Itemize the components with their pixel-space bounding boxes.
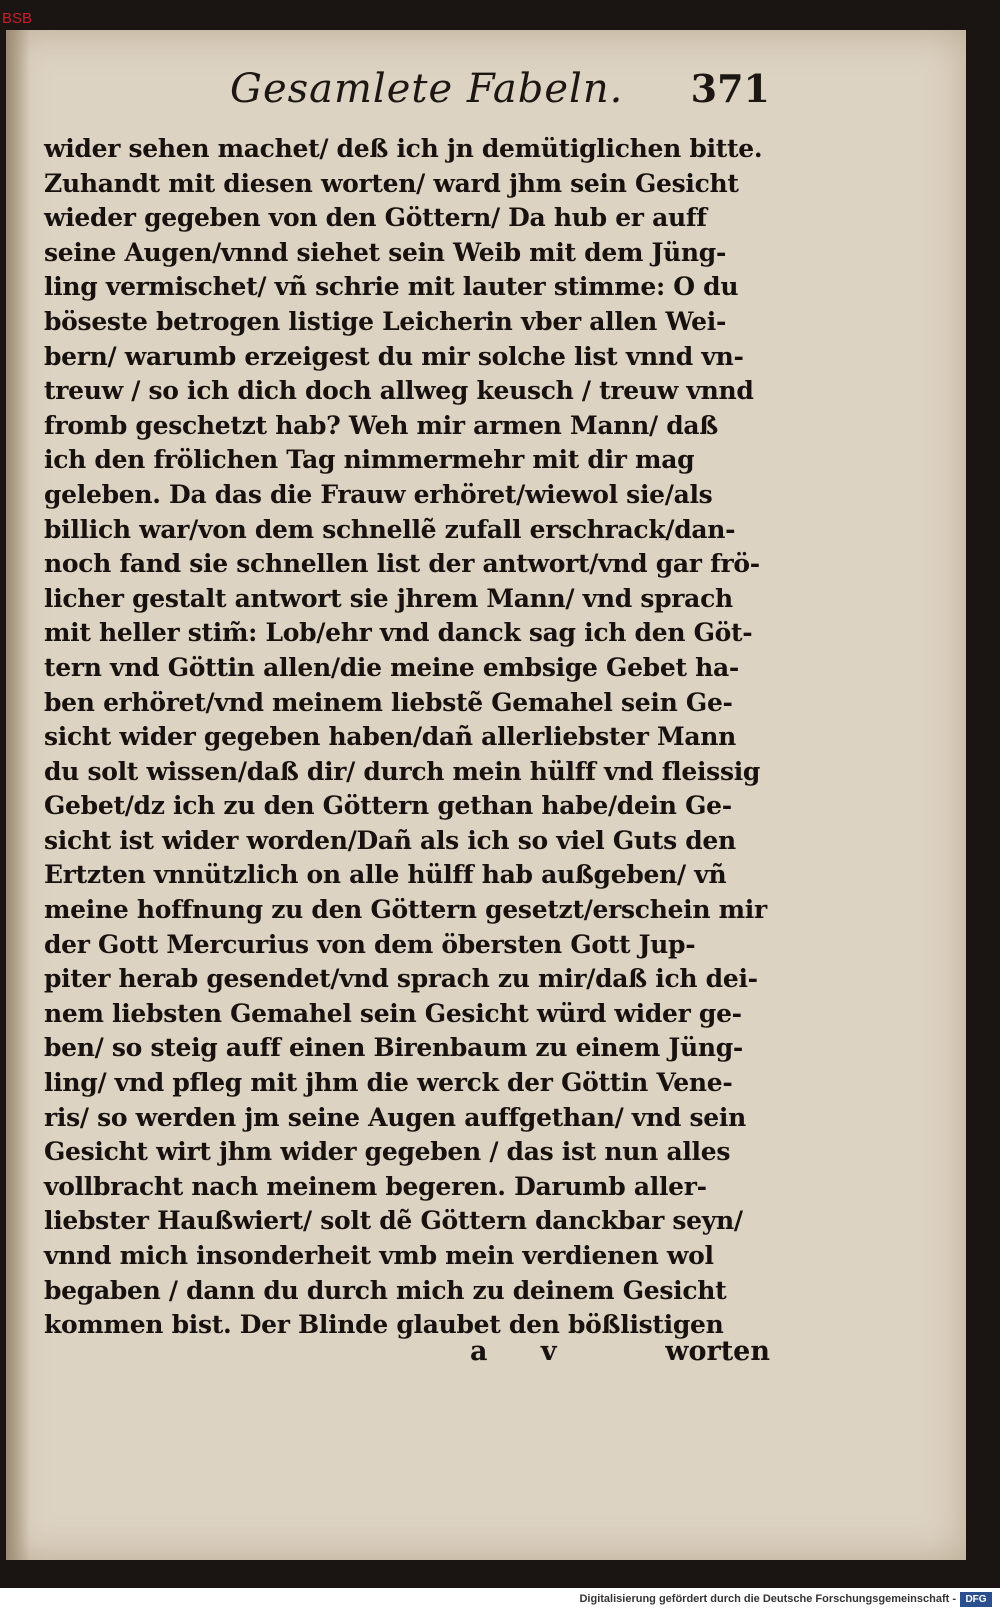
text-line: ris/ so werden jm seine Augen auffgethan/ vnd sein	[44, 1102, 746, 1132]
text-line: treuw / so ich dich doch allweg keusch / treuw vnnd	[44, 376, 754, 406]
text-line: noch fand sie schnellen list der antwort/vnd gar frö-	[44, 549, 760, 579]
text-line: ben/ so steig auff einen Birenbaum zu einem Jüng-	[44, 1033, 743, 1063]
text-line: begaben / dann du durch mich zu deinem Gesicht	[44, 1275, 727, 1305]
running-head-title: Gesamlete Fabeln.	[230, 66, 624, 112]
text-line: geleben. Da das die Frauw erhöret/wiewol sie/als	[44, 479, 713, 509]
text-line: seine Augen/vnnd siehet sein Weib mit dem Jüng-	[44, 237, 727, 267]
text-line: der Gott Mercurius von dem öbersten Gott Jup-	[44, 929, 696, 959]
text-line: kommen bist. Der Blinde glaubet den bößlistigen	[44, 1310, 724, 1340]
text-line: piter herab gesendet/vnd sprach zu mir/daß ich dei-	[44, 964, 758, 994]
text-line: billich war/von dem schnellẽ zufall erschrack/dan-	[44, 514, 736, 544]
text-line: liebster Haußwiert/ solt dẽ Göttern danckbar seyn/	[44, 1206, 743, 1236]
text-line: mit heller stim̃: Lob/ehr vnd danck sag ich den Göt-	[44, 618, 753, 648]
text-line: wieder gegeben von den Göttern/ Da hub er auff	[44, 203, 707, 233]
text-line: meine hoffnung zu den Göttern gesetzt/erschein mir	[44, 895, 767, 925]
text-line: wider sehen machet/ deß ich jn demütiglichen bitte.	[44, 134, 763, 163]
text-line: böseste betrogen listige Leicherin vber allen Wei-	[44, 306, 727, 336]
text-line: fromb geschetzt hab? Weh mir armen Mann/ daß	[44, 410, 718, 440]
text-line: Ertzten vnnützlich on alle hülff hab außgeben/ vñ	[44, 860, 727, 890]
page-number: 371	[690, 66, 770, 111]
text-line: ich den frölichen Tag nimmermehr mit dir mag	[44, 445, 695, 475]
digitization-footer	[0, 1588, 1000, 1613]
text-line: licher gestalt antwort sie jhrem Mann/ vnd sprach	[44, 583, 733, 613]
body-text	[44, 132, 784, 1343]
text-line: ling/ vnd pfleg mit jhm die werck der Göttin Vene-	[44, 1068, 733, 1098]
text-line: tern vnd Göttin allen/die meine embsige Gebet ha-	[44, 652, 739, 682]
catchword: worten	[665, 1336, 770, 1367]
text-line: nem liebsten Gemahel sein Gesicht würd wider ge-	[44, 998, 742, 1028]
text-line: Gebet/dz ich zu den Göttern gethan habe/dein Ge-	[44, 791, 732, 821]
dfg-logo: DFG	[960, 1592, 992, 1607]
page-gutter-shadow	[6, 30, 30, 1560]
library-mark: BSB	[2, 10, 33, 27]
text-line: vnnd mich insonderheit vmb mein verdienen wol	[44, 1241, 714, 1270]
text-line: ling vermischet/ vñ schrie mit lauter stimme: O du	[44, 272, 739, 302]
text-line: du solt wissen/daß dir/ durch mein hülff vnd fleissig	[44, 756, 761, 786]
signature-line	[470, 1336, 770, 1370]
text-line: sicht wider gegeben haben/dañ allerliebster Mann	[44, 722, 737, 752]
running-head	[230, 62, 770, 122]
footer-credit: Digitalisierung gefördert durch die Deutsche Forschungsgemeinschaft -	[579, 1593, 956, 1605]
signature-mark: a v	[470, 1336, 579, 1367]
text-line: sicht ist wider worden/Dañ als ich so viel Guts den	[44, 825, 736, 855]
text-line: ben erhöret/vnd meinem liebstẽ Gemahel sein Ge-	[44, 687, 733, 717]
text-line: vollbracht nach meinem begeren. Darumb aller-	[44, 1171, 707, 1201]
text-line: Gesicht wirt jhm wider gegeben / das ist nun alles	[44, 1137, 731, 1167]
text-line: Zuhandt mit diesen worten/ ward jhm sein Gesicht	[44, 168, 739, 198]
text-line: bern/ warumb erzeigest du mir solche list vnnd vn-	[44, 341, 744, 371]
